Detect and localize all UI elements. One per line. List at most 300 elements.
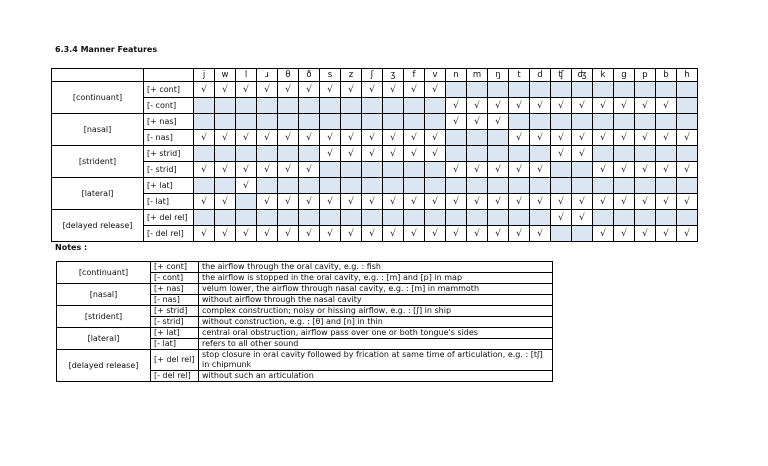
notes-table (56, 261, 553, 382)
feature-cell: √ (362, 82, 383, 98)
note-group-label: [nasal] (57, 284, 151, 306)
feature-label: [- strid] (144, 162, 194, 178)
column-header-phoneme: ŋ (488, 69, 509, 82)
note-description: without construction, e.g. : [θ] and [n] in thin (199, 317, 553, 328)
table-header-row (52, 69, 698, 82)
feature-cell: √ (215, 226, 236, 242)
feature-cell (320, 98, 341, 114)
feature-cell: √ (320, 226, 341, 242)
feature-cell: √ (656, 162, 677, 178)
feature-cell (257, 178, 278, 194)
feature-cell (299, 146, 320, 162)
feature-cell (530, 114, 551, 130)
feature-cell (509, 178, 530, 194)
feature-cell (425, 114, 446, 130)
note-row (57, 350, 553, 371)
feature-cell (383, 162, 404, 178)
feature-cell (677, 178, 698, 194)
feature-cell: √ (593, 130, 614, 146)
note-feature-label: [- strid] (151, 317, 199, 328)
feature-cell (236, 114, 257, 130)
feature-cell: √ (299, 82, 320, 98)
feature-cell: √ (635, 130, 656, 146)
feature-cell: √ (404, 82, 425, 98)
feature-cell (551, 162, 572, 178)
feature-cell: √ (341, 194, 362, 210)
column-header-phoneme: z (341, 69, 362, 82)
feature-cell (509, 82, 530, 98)
note-feature-label: [- cont] (151, 273, 199, 284)
feature-cell (446, 210, 467, 226)
notes-label: Notes : (55, 243, 88, 252)
feature-cell (362, 210, 383, 226)
table-row (52, 146, 698, 162)
feature-cell: √ (614, 130, 635, 146)
feature-cell: √ (656, 98, 677, 114)
feature-cell: √ (341, 130, 362, 146)
table-row (52, 130, 698, 146)
note-group-label: [lateral] (57, 328, 151, 350)
feature-cell: √ (635, 226, 656, 242)
feature-cell: √ (572, 98, 593, 114)
note-group-label: [strident] (57, 306, 151, 328)
column-header-phoneme: m (467, 69, 488, 82)
feature-cell (530, 210, 551, 226)
feature-cell (656, 210, 677, 226)
feature-cell: √ (341, 146, 362, 162)
feature-cell: √ (488, 226, 509, 242)
feature-cell: √ (488, 114, 509, 130)
column-header-phoneme: h (677, 69, 698, 82)
feature-cell (194, 178, 215, 194)
feature-cell (404, 114, 425, 130)
feature-cell: √ (635, 162, 656, 178)
column-header-phoneme: f (404, 69, 425, 82)
feature-cell: √ (677, 162, 698, 178)
feature-cell (635, 178, 656, 194)
note-row (57, 328, 553, 339)
feature-cell (467, 146, 488, 162)
feature-cell: √ (278, 82, 299, 98)
feature-cell (257, 114, 278, 130)
feature-cell (656, 114, 677, 130)
feature-cell: √ (446, 226, 467, 242)
feature-cell (572, 178, 593, 194)
feature-cell (299, 178, 320, 194)
column-header-phoneme: k (593, 69, 614, 82)
feature-cell (362, 114, 383, 130)
column-header-phoneme: ʤ (572, 69, 593, 82)
feature-cell (236, 194, 257, 210)
section-title: 6.3.4 Manner Features (55, 45, 158, 54)
feature-label: [+ cont] (144, 82, 194, 98)
feature-cell: √ (215, 130, 236, 146)
feature-label: [- lat] (144, 194, 194, 210)
feature-cell (383, 114, 404, 130)
feature-cell: √ (593, 226, 614, 242)
feature-cell (467, 210, 488, 226)
feature-cell: √ (362, 130, 383, 146)
note-description: velum lower, the airflow through nasal cavity, e.g. : [m] in mammoth (199, 284, 553, 295)
feature-cell (425, 98, 446, 114)
feature-cell (194, 114, 215, 130)
feature-cell: √ (509, 130, 530, 146)
feature-cell: √ (509, 98, 530, 114)
feature-cell (257, 210, 278, 226)
note-feature-label: [- lat] (151, 339, 199, 350)
feature-cell: √ (509, 226, 530, 242)
feature-cell (635, 82, 656, 98)
feature-cell: √ (593, 162, 614, 178)
feature-cell (572, 82, 593, 98)
note-feature-label: [- nas] (151, 295, 199, 306)
feature-cell: √ (551, 130, 572, 146)
feature-cell (614, 210, 635, 226)
row-group-label: [continuant] (52, 82, 144, 114)
feature-cell: √ (530, 98, 551, 114)
feature-cell (299, 114, 320, 130)
feature-cell (257, 98, 278, 114)
table-row (52, 162, 698, 178)
row-group-label: [strident] (52, 146, 144, 178)
feature-cell (635, 114, 656, 130)
manner-features-table (51, 68, 698, 242)
note-feature-label: [+ nas] (151, 284, 199, 295)
feature-cell: √ (488, 98, 509, 114)
column-header-phoneme: v (425, 69, 446, 82)
note-description: the airflow is stopped in the oral cavity, e.g. : [m] and [p] in map (199, 273, 553, 284)
feature-cell (572, 226, 593, 242)
feature-cell (341, 210, 362, 226)
feature-cell: √ (467, 114, 488, 130)
feature-cell (572, 114, 593, 130)
feature-cell (194, 98, 215, 114)
feature-cell (488, 178, 509, 194)
row-group-label: [delayed release] (52, 210, 144, 242)
feature-cell: √ (425, 146, 446, 162)
note-description: without such an articulation (199, 371, 553, 382)
column-header-phoneme: t (509, 69, 530, 82)
feature-cell (404, 178, 425, 194)
feature-cell (677, 210, 698, 226)
feature-cell (467, 178, 488, 194)
feature-cell (194, 210, 215, 226)
feature-cell (509, 146, 530, 162)
header-blank-group (52, 69, 144, 82)
feature-cell (593, 114, 614, 130)
column-header-phoneme: θ (278, 69, 299, 82)
feature-cell (278, 98, 299, 114)
feature-cell: √ (362, 194, 383, 210)
table-row (52, 194, 698, 210)
feature-cell (635, 146, 656, 162)
feature-cell: √ (425, 130, 446, 146)
feature-cell (677, 114, 698, 130)
feature-cell: √ (236, 226, 257, 242)
feature-cell (593, 82, 614, 98)
feature-cell (488, 82, 509, 98)
feature-cell (278, 114, 299, 130)
feature-cell: √ (299, 130, 320, 146)
feature-cell (614, 114, 635, 130)
feature-cell (383, 98, 404, 114)
feature-cell (635, 210, 656, 226)
feature-cell: √ (194, 162, 215, 178)
feature-cell: √ (446, 162, 467, 178)
feature-cell: √ (257, 82, 278, 98)
column-header-phoneme: ð (299, 69, 320, 82)
feature-cell: √ (320, 146, 341, 162)
feature-cell: √ (404, 146, 425, 162)
note-description: complex construction; noisy or hissing airflow, e.g. : [ʃ] in ship (199, 306, 553, 317)
feature-cell: √ (362, 146, 383, 162)
feature-cell (656, 146, 677, 162)
note-feature-label: [+ strid] (151, 306, 199, 317)
feature-cell: √ (194, 82, 215, 98)
feature-cell (509, 210, 530, 226)
column-header-phoneme: ʃ (362, 69, 383, 82)
feature-cell: √ (551, 146, 572, 162)
feature-cell (236, 146, 257, 162)
note-feature-label: [+ cont] (151, 262, 199, 273)
feature-cell (530, 146, 551, 162)
feature-cell (677, 146, 698, 162)
feature-cell (341, 162, 362, 178)
feature-label: [- nas] (144, 130, 194, 146)
feature-cell (215, 146, 236, 162)
feature-cell: √ (194, 226, 215, 242)
column-header-phoneme: p (635, 69, 656, 82)
table-row (52, 210, 698, 226)
feature-cell: √ (572, 146, 593, 162)
feature-cell (467, 82, 488, 98)
feature-cell: √ (278, 162, 299, 178)
feature-cell (656, 178, 677, 194)
feature-cell: √ (404, 226, 425, 242)
table-row (52, 114, 698, 130)
feature-cell: √ (383, 146, 404, 162)
feature-cell: √ (383, 226, 404, 242)
feature-cell (299, 210, 320, 226)
feature-cell (425, 178, 446, 194)
feature-cell (362, 98, 383, 114)
feature-cell (278, 210, 299, 226)
feature-cell (383, 210, 404, 226)
column-header-phoneme: ʒ (383, 69, 404, 82)
feature-cell: √ (425, 226, 446, 242)
feature-cell: √ (677, 226, 698, 242)
feature-cell: √ (488, 194, 509, 210)
feature-cell: √ (572, 130, 593, 146)
feature-cell: √ (509, 194, 530, 210)
feature-cell: √ (530, 162, 551, 178)
feature-cell (341, 98, 362, 114)
feature-cell: √ (467, 226, 488, 242)
feature-cell (236, 98, 257, 114)
table-row (52, 82, 698, 98)
feature-cell: √ (425, 194, 446, 210)
feature-cell (509, 114, 530, 130)
note-group-label: [continuant] (57, 262, 151, 284)
note-group-label: [delayed release] (57, 350, 151, 382)
feature-cell: √ (320, 82, 341, 98)
feature-cell (215, 114, 236, 130)
feature-cell (257, 146, 278, 162)
note-feature-label: [+ lat] (151, 328, 199, 339)
feature-cell: √ (341, 226, 362, 242)
feature-cell: √ (446, 194, 467, 210)
feature-cell: √ (551, 210, 572, 226)
row-group-label: [nasal] (52, 114, 144, 146)
feature-cell (278, 146, 299, 162)
feature-cell: √ (257, 226, 278, 242)
feature-cell: √ (635, 98, 656, 114)
note-row (57, 306, 553, 317)
table-row (52, 226, 698, 242)
note-description: without airflow through the nasal cavity (199, 295, 553, 306)
feature-cell (404, 98, 425, 114)
feature-cell (194, 146, 215, 162)
feature-cell: √ (572, 194, 593, 210)
feature-cell: √ (488, 162, 509, 178)
feature-cell (467, 130, 488, 146)
column-header-phoneme: j (194, 69, 215, 82)
column-header-phoneme: d (530, 69, 551, 82)
note-row (57, 262, 553, 273)
feature-cell (593, 146, 614, 162)
feature-cell (383, 178, 404, 194)
feature-cell: √ (593, 98, 614, 114)
column-header-phoneme: w (215, 69, 236, 82)
feature-cell: √ (551, 194, 572, 210)
feature-cell: √ (236, 178, 257, 194)
note-description: stop closure in oral cavity followed by frication at same time of articulation, e.g. : [tʃ] in chipmunk (199, 350, 553, 371)
feature-cell (404, 210, 425, 226)
feature-cell: √ (614, 194, 635, 210)
feature-cell (341, 114, 362, 130)
feature-cell: √ (194, 130, 215, 146)
feature-cell: √ (194, 194, 215, 210)
feature-cell (551, 226, 572, 242)
feature-cell: √ (215, 82, 236, 98)
feature-cell: √ (446, 114, 467, 130)
column-header-phoneme: b (656, 69, 677, 82)
feature-cell (446, 130, 467, 146)
feature-cell: √ (320, 130, 341, 146)
feature-cell: √ (299, 194, 320, 210)
feature-cell (551, 114, 572, 130)
note-feature-label: [- del rel] (151, 371, 199, 382)
feature-cell (446, 178, 467, 194)
note-row (57, 284, 553, 295)
feature-cell: √ (362, 226, 383, 242)
column-header-phoneme: ʧ (551, 69, 572, 82)
feature-cell: √ (383, 194, 404, 210)
feature-cell: √ (341, 82, 362, 98)
feature-cell: √ (467, 194, 488, 210)
feature-cell: √ (677, 194, 698, 210)
feature-cell (614, 82, 635, 98)
feature-cell (551, 178, 572, 194)
feature-cell: √ (278, 130, 299, 146)
feature-cell: √ (446, 98, 467, 114)
feature-cell (614, 146, 635, 162)
feature-cell: √ (383, 82, 404, 98)
column-header-phoneme: l (236, 69, 257, 82)
feature-cell: √ (278, 226, 299, 242)
feature-cell (320, 162, 341, 178)
feature-cell (551, 82, 572, 98)
feature-cell: √ (467, 162, 488, 178)
feature-cell (677, 98, 698, 114)
feature-cell: √ (383, 130, 404, 146)
feature-cell: √ (614, 98, 635, 114)
feature-cell: √ (551, 98, 572, 114)
column-header-phoneme: ɹ (257, 69, 278, 82)
feature-cell: √ (572, 210, 593, 226)
feature-cell: √ (404, 194, 425, 210)
row-group-label: [lateral] (52, 178, 144, 210)
feature-label: [+ strid] (144, 146, 194, 162)
feature-cell: √ (530, 226, 551, 242)
feature-cell (446, 146, 467, 162)
column-header-phoneme: g (614, 69, 635, 82)
feature-cell: √ (215, 194, 236, 210)
table-row (52, 178, 698, 194)
feature-cell (341, 178, 362, 194)
feature-cell: √ (257, 162, 278, 178)
feature-cell (299, 98, 320, 114)
feature-cell (614, 178, 635, 194)
feature-cell: √ (215, 162, 236, 178)
feature-cell: √ (320, 194, 341, 210)
column-header-phoneme: n (446, 69, 467, 82)
note-feature-label: [+ del rel] (151, 350, 199, 371)
feature-cell (320, 210, 341, 226)
feature-cell (320, 114, 341, 130)
feature-cell: √ (656, 194, 677, 210)
feature-cell (572, 162, 593, 178)
feature-cell (488, 146, 509, 162)
feature-cell (362, 178, 383, 194)
feature-cell: √ (509, 162, 530, 178)
note-description: refers to all other sound (199, 339, 553, 350)
feature-cell: √ (257, 194, 278, 210)
feature-cell: √ (530, 130, 551, 146)
feature-cell (404, 162, 425, 178)
feature-cell (215, 178, 236, 194)
feature-cell: √ (677, 130, 698, 146)
feature-cell: √ (299, 226, 320, 242)
feature-label: [+ del rel] (144, 210, 194, 226)
feature-cell: √ (614, 226, 635, 242)
feature-cell (530, 178, 551, 194)
feature-label: [+ nas] (144, 114, 194, 130)
table-row (52, 98, 698, 114)
feature-cell: √ (404, 130, 425, 146)
feature-cell: √ (236, 162, 257, 178)
feature-cell: √ (593, 194, 614, 210)
feature-cell (488, 130, 509, 146)
note-description: central oral obstruction, airflow pass over one or both tongue's sides (199, 328, 553, 339)
feature-cell (215, 98, 236, 114)
feature-cell: √ (236, 82, 257, 98)
feature-cell (656, 82, 677, 98)
feature-cell: √ (656, 226, 677, 242)
feature-cell (677, 82, 698, 98)
feature-cell (593, 210, 614, 226)
feature-cell: √ (467, 98, 488, 114)
